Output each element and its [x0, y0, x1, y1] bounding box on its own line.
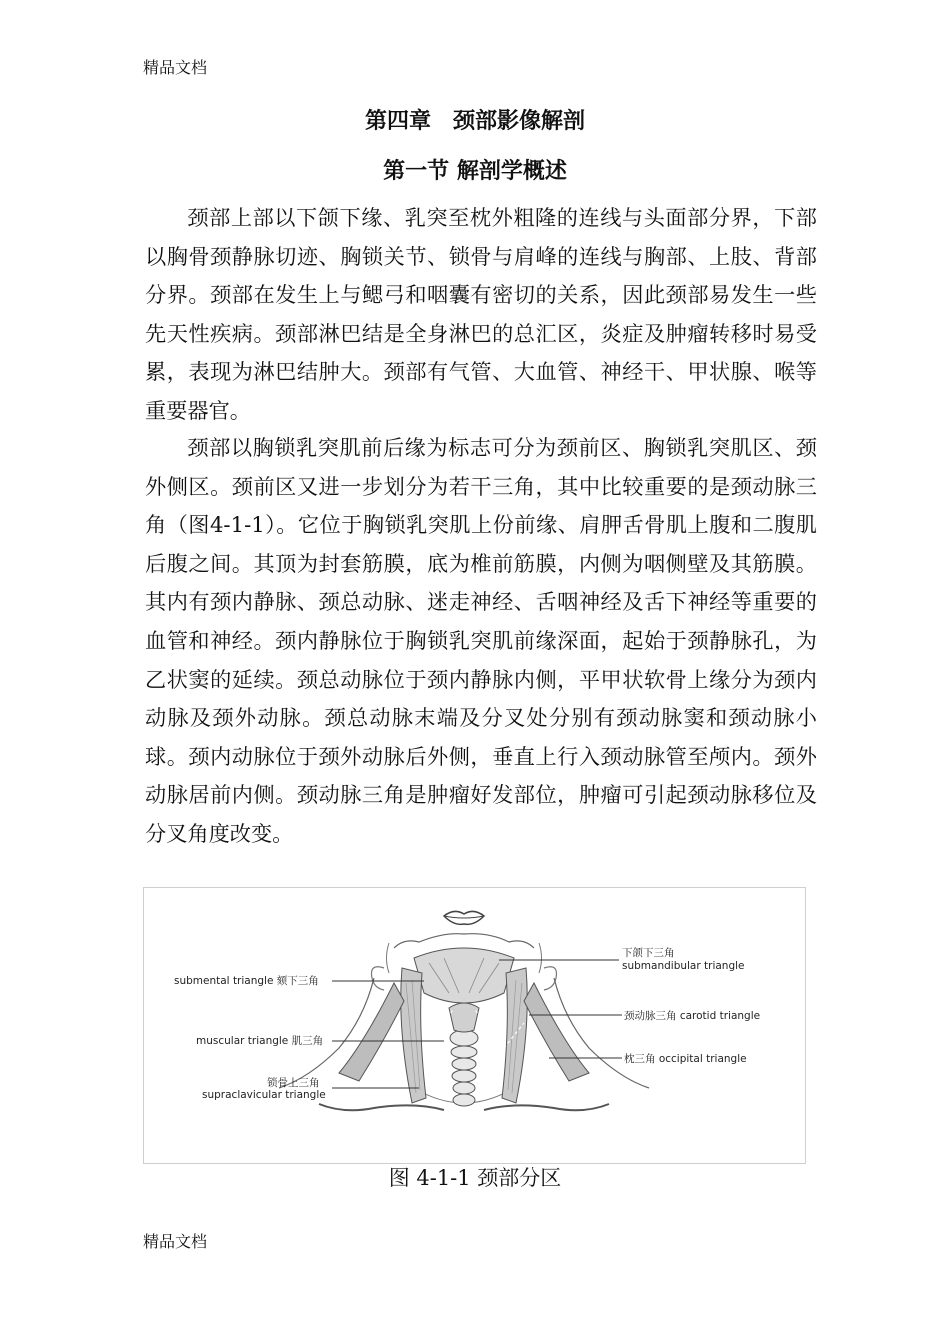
section-title: 第一节 解剖学概述	[383, 158, 567, 184]
label-occipital-triangle: 枕三角 occipital triangle	[624, 1053, 747, 1065]
mylohyoid-muscles	[414, 948, 514, 1003]
label-carotid-triangle: 颈动脉三角 carotid triangle	[624, 1010, 761, 1022]
trachea-drawing	[449, 1003, 479, 1106]
label-submandibular-en: submandibular triangle	[622, 960, 745, 972]
neck-anatomy-illustration	[144, 888, 806, 1164]
page-header: 精品文档	[143, 58, 208, 77]
figure-caption: 图 4-1-1 颈部分区	[388, 1166, 562, 1190]
neck-triangles-figure	[143, 887, 806, 1164]
label-supraclavicular-en: supraclavicular triangle	[202, 1089, 326, 1101]
label-supraclavicular-cn: 锁骨上三角	[267, 1077, 320, 1089]
paragraph-2: 颈部以胸锁乳突肌前后缘为标志可分为颈前区、胸锁乳突肌区、颈外侧区。颈前区又进一步划分为若干三角，其中比较重要的是颈动脉三角（图4-1-1）。它位于胸锁乳突肌上份前缘、肩胛舌骨肌上腹和二腹肌后腹之间。其顶为封套筋膜，底为椎前筋膜，内侧为咽侧壁及其筋膜。其内有颈内静脉、颈总动脉、迷走神经、舌咽神经及舌下神经等重要的血管和神经。颈内静脉位于胸锁乳突肌前缘深面，起始于颈静脉孔，为乙状窦的延续。颈总动脉位于颈内静脉内侧，平甲状软骨上缘分为颈内动脉及颈外动脉。颈总动脉末端及分叉处分别有颈动脉窦和颈动脉小球。颈内动脉位于颈外动脉后外侧，垂直上行入颈动脉管至颅内。颈外动脉居前内侧。颈动脉三角是肿瘤好发部位，肿瘤可引起颈动脉移位及分叉角度改变。	[145, 435, 817, 846]
left-trapezius	[339, 983, 404, 1081]
jaw-outline	[394, 934, 534, 948]
paragraph-1: 颈部上部以下颌下缘、乳突至枕外粗隆的连线与头面部分界，下部以胸骨颈静脉切迹、胸锁关节、锁骨与肩峰的连线与胸部、上肢、背部分界。颈部在发生上与鳃弓和咽囊有密切的关系，因此颈部易发生一些先天性疾病。颈部淋巴结是全身淋巴的总汇区，炎症及肿瘤转移时易受累，表现为淋巴结肿大。颈部有气管、大血管、神经干、甲状腺、喉等重要器官。	[145, 205, 817, 423]
right-trapezius	[524, 983, 589, 1081]
page-footer: 精品文档	[143, 1232, 208, 1251]
label-muscular-triangle: muscular triangle 肌三角	[196, 1035, 324, 1047]
left-clavicle	[319, 1104, 444, 1110]
right-clavicle	[484, 1104, 609, 1110]
chapter-title: 第四章 颈部影像解剖	[364, 108, 585, 134]
label-submental-triangle: submental triangle 颏下三角	[174, 975, 319, 987]
label-submandibular-cn: 下颌下三角	[622, 947, 675, 959]
